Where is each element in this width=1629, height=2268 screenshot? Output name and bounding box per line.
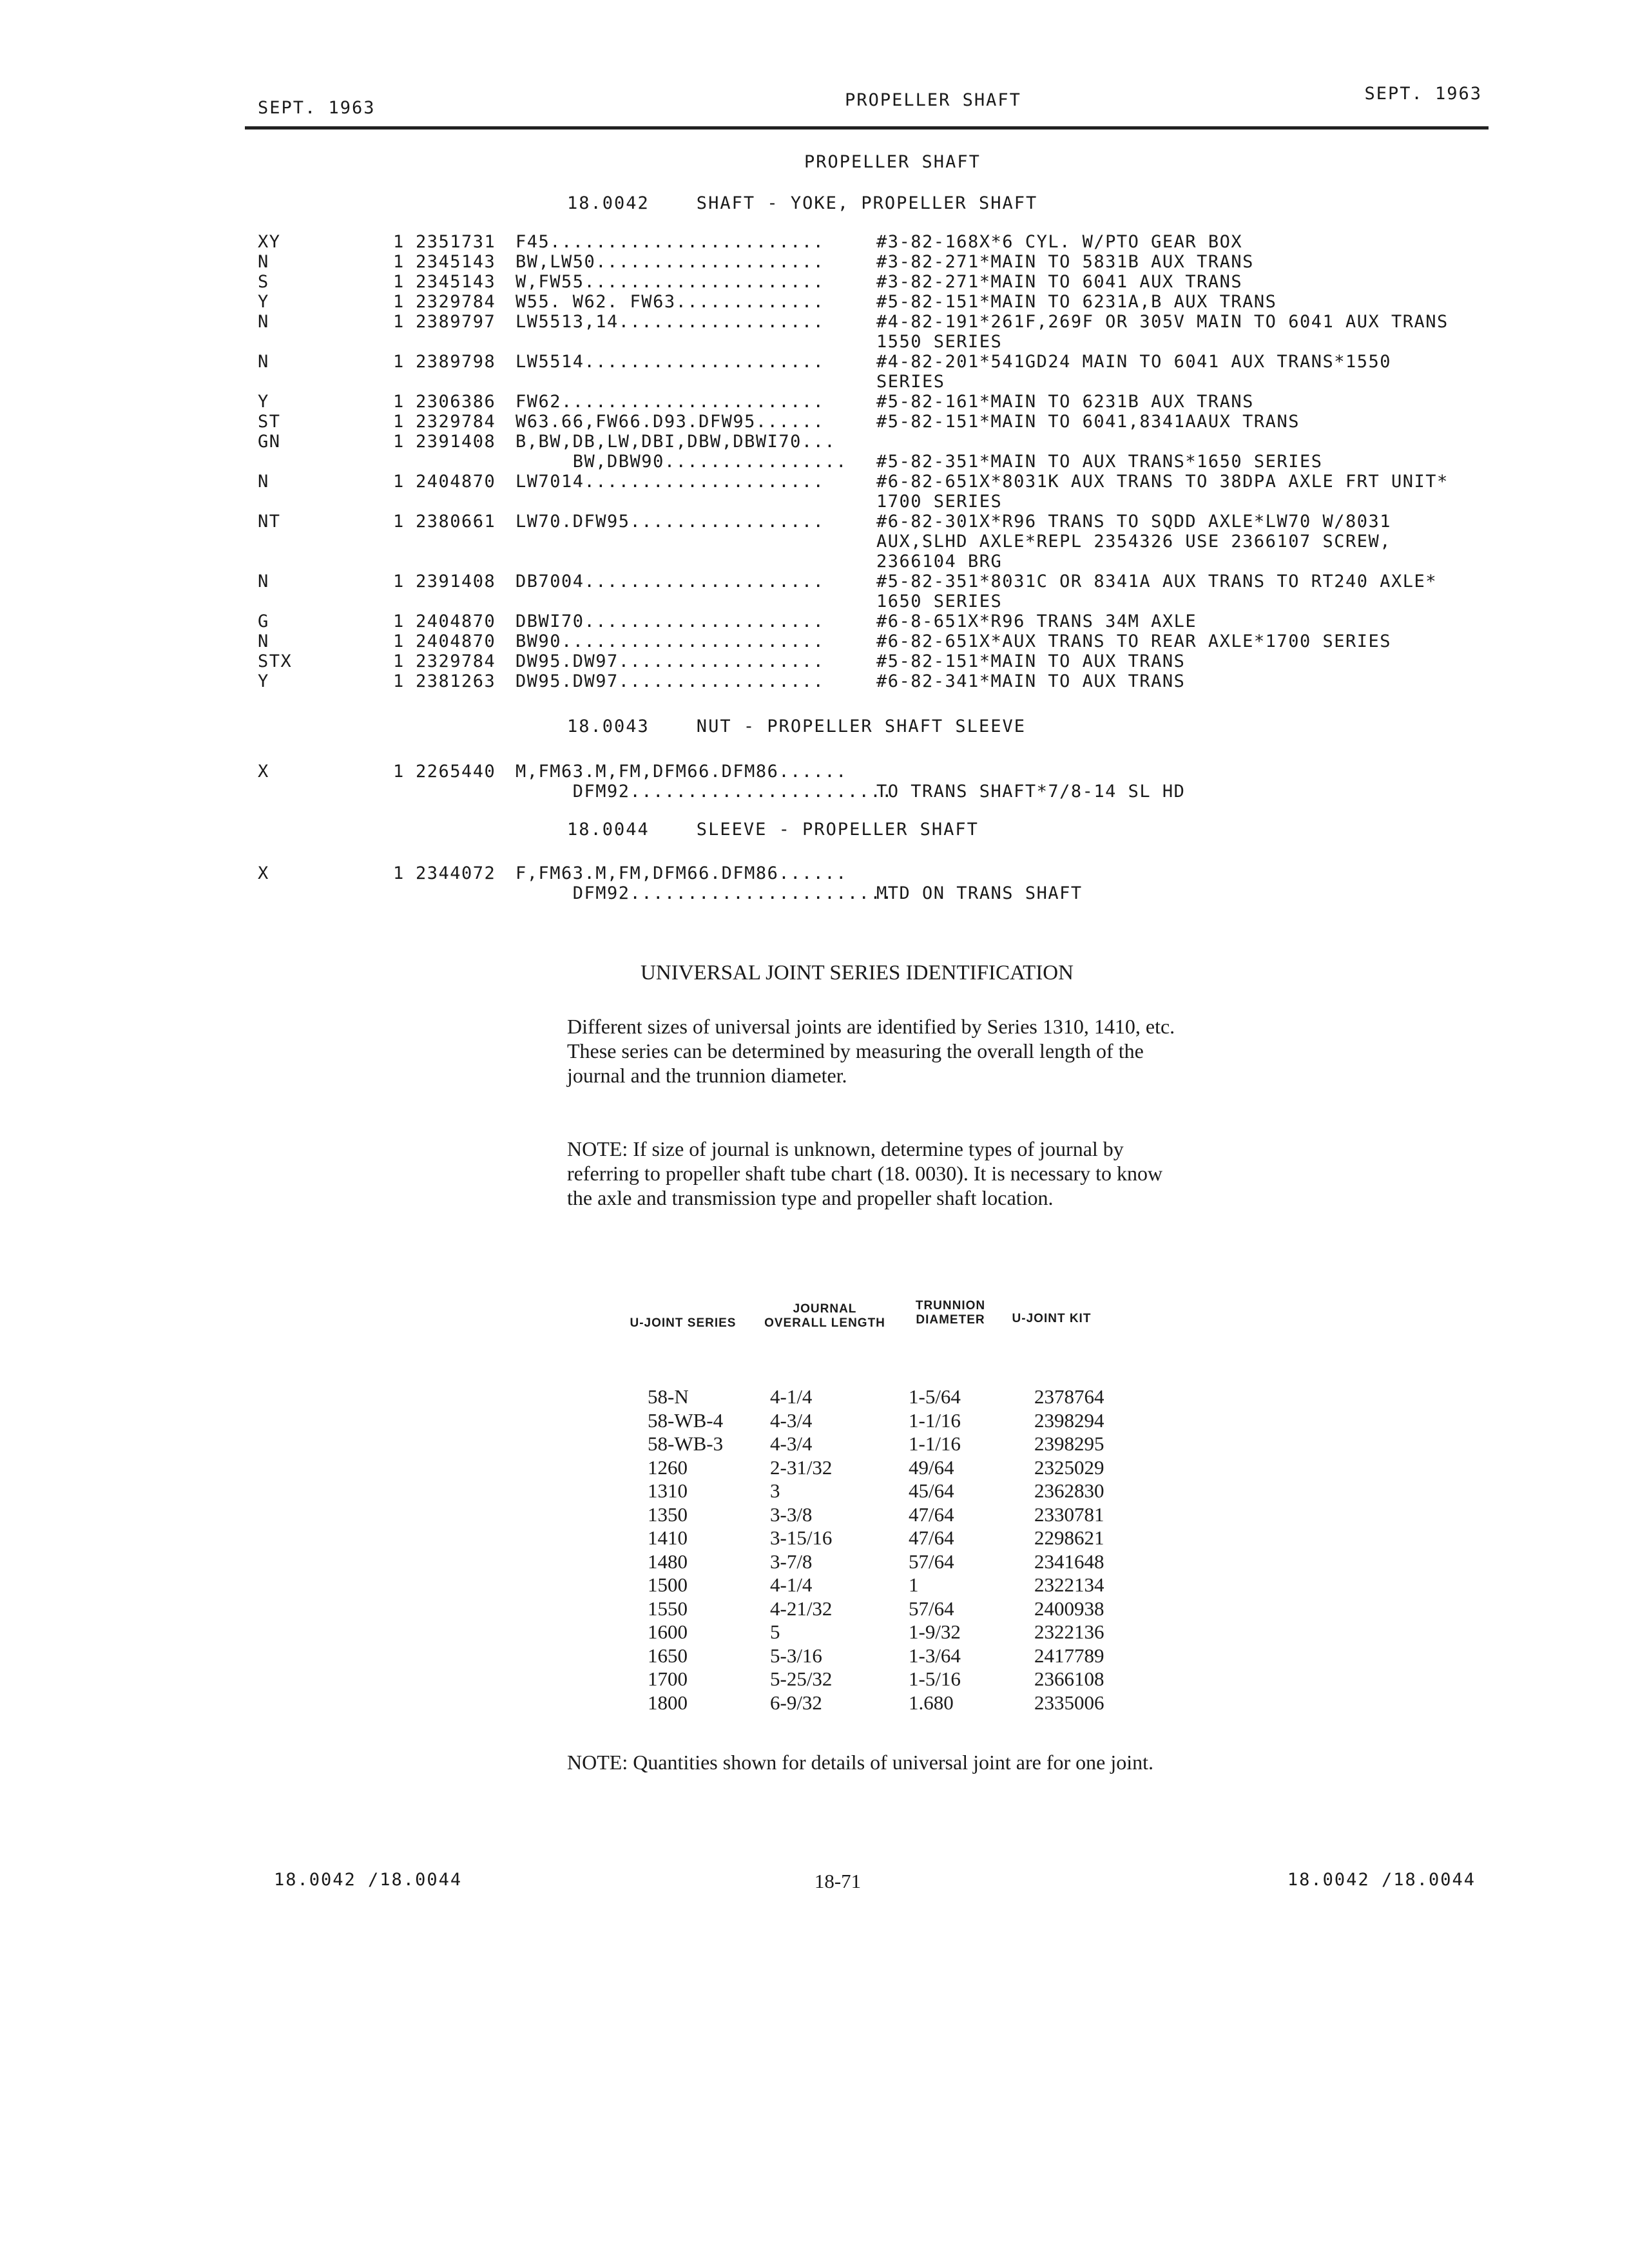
cell-diameter: 1.680: [909, 1691, 954, 1714]
part-description: #3-82-271*MAIN TO 5831B AUX TRANS: [876, 252, 1254, 272]
part-description: 1700 SERIES: [876, 492, 1003, 512]
col-header-trunnion-bottom: DIAMETER: [916, 1313, 985, 1327]
part-qty: 1: [393, 232, 405, 252]
part-qty: 1: [393, 512, 405, 532]
cell-diameter: 49/64: [909, 1456, 954, 1479]
part-code: Y: [258, 671, 269, 691]
part-qty: 1: [393, 472, 405, 492]
cell-kit: 2330781: [1034, 1503, 1104, 1526]
part-description: #4-82-201*541GD24 MAIN TO 6041 AUX TRANS*1550: [876, 352, 1391, 372]
cell-length: 3-15/16: [770, 1526, 833, 1549]
part-qty: 1: [393, 272, 405, 292]
cell-diameter: 1: [909, 1573, 919, 1596]
cell-length: 4-1/4: [770, 1573, 813, 1596]
part-number: 2351731: [416, 232, 496, 252]
part-description: #6-82-341*MAIN TO AUX TRANS: [876, 671, 1186, 691]
col-header-series: U-JOINT SERIES: [630, 1316, 737, 1330]
part-number: 2345143: [416, 252, 496, 272]
part-qty: 1: [393, 611, 405, 631]
part-description: #5-82-151*MAIN TO 6041,8341AAUX TRANS: [876, 412, 1300, 432]
cell-diameter: 1-5/64: [909, 1385, 961, 1408]
cell-length: 6-9/32: [770, 1691, 822, 1714]
part-models: BW,LW50....................: [516, 252, 825, 272]
cell-series: 1500: [648, 1573, 688, 1596]
part-code: STX: [258, 651, 293, 671]
header-title: PROPELLER SHAFT: [845, 90, 1021, 110]
cell-kit: 2398295: [1034, 1432, 1104, 1455]
cell-kit: 2366108: [1034, 1667, 1104, 1690]
part-number: 2306386: [416, 392, 496, 412]
part-number: 2404870: [416, 631, 496, 651]
part-models: FW62.......................: [516, 392, 825, 412]
part-models: W63.66,FW66.D93.DFW95......: [516, 412, 825, 432]
header-rule: [245, 126, 1489, 130]
ujoint-note: NOTE: If size of journal is unknown, determine types of journal by referring to propeller shaft tube chart (18. 0030). It is necessary to know the axle and transmission type and propeller shaft location.: [567, 1137, 1163, 1209]
part-code: Y: [258, 392, 269, 412]
cell-length: 3: [770, 1479, 780, 1502]
part-code: XY: [258, 232, 281, 252]
cell-kit: 2322134: [1034, 1573, 1104, 1596]
cell-series: 1650: [648, 1644, 688, 1667]
part-qty: 1: [393, 312, 405, 332]
group-heading: 18.0042 SHAFT - YOKE, PROPELLER SHAFT: [567, 193, 1038, 213]
part-number: 2381263: [416, 671, 496, 691]
part-description: #5-82-151*MAIN TO 6231A,B AUX TRANS: [876, 292, 1277, 312]
col-header-trunnion-top: TRUNNION: [915, 1299, 986, 1312]
cell-series: 1480: [648, 1550, 688, 1573]
group-heading: 18.0043 NUT - PROPELLER SHAFT SLEEVE: [567, 716, 1026, 736]
cell-series: 1410: [648, 1526, 688, 1549]
cell-length: 5: [770, 1620, 780, 1643]
cell-diameter: 1-1/16: [909, 1432, 961, 1455]
cell-series: 58-WB-4: [648, 1408, 724, 1432]
part-description: #5-82-351*MAIN TO AUX TRANS*1650 SERIES: [876, 452, 1323, 472]
cell-kit: 2362830: [1034, 1479, 1104, 1502]
part-description: #3-82-168X*6 CYL. W/PTO GEAR BOX: [876, 232, 1243, 252]
part-models: BW,DBW90................: [516, 452, 847, 472]
part-qty: 1: [393, 651, 405, 671]
part-qty: 1: [393, 631, 405, 651]
part-models: W,FW55.....................: [516, 272, 825, 292]
part-number: 2265440: [416, 762, 496, 782]
part-description: AUX,SLHD AXLE*REPL 2354326 USE 2366107 SCREW,: [876, 532, 1391, 552]
cell-series: 1800: [648, 1691, 688, 1714]
cell-kit: 2378764: [1034, 1385, 1104, 1408]
cell-length: 4-21/32: [770, 1597, 833, 1620]
cell-length: 4-1/4: [770, 1385, 813, 1408]
part-models: B,BW,DB,LW,DBI,DBW,DBWI70...: [516, 432, 836, 452]
part-code: N: [258, 572, 269, 591]
cell-kit: 2322136: [1034, 1620, 1104, 1643]
cell-kit: 2400938: [1034, 1597, 1104, 1620]
part-models: DFM92.......................: [516, 782, 893, 802]
ujoint-intro: Different sizes of universal joints are identified by Series 1310, 1410, etc. These series can be determined by measuring the overall length of the journal and the trunnion diameter.: [567, 1015, 1175, 1087]
col-header-trunnion: [902, 1299, 999, 1327]
part-qty: 1: [393, 863, 405, 883]
ujoint-title: UNIVERSAL JOINT SERIES IDENTIFICATION: [641, 961, 1074, 985]
part-models: DFM92.......................: [516, 883, 893, 903]
part-description: #6-8-651X*R96 TRANS 34M AXLE: [876, 611, 1197, 631]
part-qty: 1: [393, 252, 405, 272]
part-models: DBWI70.....................: [516, 611, 825, 631]
part-code: N: [258, 352, 269, 372]
part-code: N: [258, 252, 269, 272]
part-models: LW70.DFW95.................: [516, 512, 825, 532]
part-description: #5-82-161*MAIN TO 6231B AUX TRANS: [876, 392, 1254, 412]
part-models: W55. W62. FW63.............: [516, 292, 825, 312]
part-qty: 1: [393, 432, 405, 452]
col-header-journal-top: JOURNAL: [793, 1302, 857, 1316]
part-number: 2345143: [416, 272, 496, 292]
quantities-note: NOTE: Quantities shown for details of universal joint are for one joint.: [567, 1751, 1154, 1774]
part-number: 2329784: [416, 651, 496, 671]
cell-diameter: 1-5/16: [909, 1667, 961, 1690]
cell-length: 5-25/32: [770, 1667, 833, 1690]
part-description: #6-82-301X*R96 TRANS TO SQDD AXLE*LW70 W/8031: [876, 512, 1391, 532]
cell-series: 1600: [648, 1620, 688, 1643]
cell-kit: 2335006: [1034, 1691, 1104, 1714]
part-code: G: [258, 611, 269, 631]
part-description: #6-82-651X*AUX TRANS TO REAR AXLE*1700 SERIES: [876, 631, 1391, 651]
cell-diameter: 1-9/32: [909, 1620, 961, 1643]
cell-series: 1350: [648, 1503, 688, 1526]
page-number: 18-71: [814, 1870, 862, 1892]
part-number: 2389798: [416, 352, 496, 372]
part-models: LW5514.....................: [516, 352, 825, 372]
part-qty: 1: [393, 762, 405, 782]
col-header-journal: [751, 1302, 899, 1331]
part-description: #6-82-651X*8031K AUX TRANS TO 38DPA AXLE FRT UNIT*: [876, 472, 1449, 492]
cell-kit: 2341648: [1034, 1550, 1104, 1573]
cell-kit: 2298621: [1034, 1526, 1104, 1549]
part-description: #5-82-151*MAIN TO AUX TRANS: [876, 651, 1186, 671]
cell-diameter: 47/64: [909, 1503, 954, 1526]
col-header-journal-bottom: OVERALL LENGTH: [764, 1316, 885, 1330]
header-date-right: SEPT. 1963: [1364, 84, 1482, 104]
cell-kit: 2325029: [1034, 1456, 1104, 1479]
part-code: S: [258, 272, 269, 292]
cell-diameter: 45/64: [909, 1479, 954, 1502]
part-models: LW5513,14..................: [516, 312, 825, 332]
cell-series: 1310: [648, 1479, 688, 1502]
part-models: F45........................: [516, 232, 825, 252]
cell-kit: 2417789: [1034, 1644, 1104, 1667]
part-code: X: [258, 762, 269, 782]
part-description: #3-82-271*MAIN TO 6041 AUX TRANS: [876, 272, 1243, 292]
cell-diameter: 57/64: [909, 1550, 954, 1573]
part-number: 2329784: [416, 412, 496, 432]
part-models: DW95.DW97..................: [516, 671, 825, 691]
part-number: 2391408: [416, 432, 496, 452]
col-header-kit: U-JOINT KIT: [1012, 1312, 1092, 1325]
part-number: 2389797: [416, 312, 496, 332]
cell-length: 5-3/16: [770, 1644, 822, 1667]
part-models: DW95.DW97..................: [516, 651, 825, 671]
part-code: N: [258, 472, 269, 492]
cell-diameter: 47/64: [909, 1526, 954, 1549]
part-description: 1550 SERIES: [876, 332, 1003, 352]
cell-length: 3-7/8: [770, 1550, 813, 1573]
cell-series: 1550: [648, 1597, 688, 1620]
part-qty: 1: [393, 352, 405, 372]
cell-diameter: 1-1/16: [909, 1408, 961, 1432]
part-models: M,FM63.M,FM,DFM66.DFM86......: [516, 762, 847, 782]
part-number: 2329784: [416, 292, 496, 312]
cell-series: 58-WB-3: [648, 1432, 724, 1455]
cell-kit: 2398294: [1034, 1408, 1104, 1432]
cell-series: 1260: [648, 1456, 688, 1479]
group-heading: 18.0044 SLEEVE - PROPELLER SHAFT: [567, 820, 979, 840]
cell-diameter: 1-3/64: [909, 1644, 961, 1667]
footer-left: 18.0042 /18.0044: [274, 1870, 463, 1890]
part-qty: 1: [393, 392, 405, 412]
part-description: TO TRANS SHAFT*7/8-14 SL HD: [876, 782, 1186, 802]
part-code: GN: [258, 432, 281, 452]
part-code: Y: [258, 292, 269, 312]
part-code: N: [258, 312, 269, 332]
part-number: 2404870: [416, 611, 496, 631]
cell-length: 4-3/4: [770, 1432, 813, 1455]
part-models: F,FM63.M,FM,DFM66.DFM86......: [516, 863, 847, 883]
part-code: ST: [258, 412, 281, 432]
part-number: 2380661: [416, 512, 496, 532]
part-description: #5-82-351*8031C OR 8341A AUX TRANS TO RT240 AXLE*: [876, 572, 1438, 591]
part-models: LW7014.....................: [516, 472, 825, 492]
cell-length: 4-3/4: [770, 1408, 813, 1432]
cell-series: 58-N: [648, 1385, 689, 1408]
cell-length: 3-3/8: [770, 1503, 813, 1526]
part-qty: 1: [393, 572, 405, 591]
part-description: SERIES: [876, 372, 945, 392]
part-qty: 1: [393, 412, 405, 432]
section-title: PROPELLER SHAFT: [804, 152, 981, 172]
part-number: 2344072: [416, 863, 496, 883]
cell-length: 2-31/32: [770, 1456, 833, 1479]
part-code: N: [258, 631, 269, 651]
cell-series: 1700: [648, 1667, 688, 1690]
part-description: 2366104 BRG: [876, 552, 1003, 572]
part-description: #4-82-191*261F,269F OR 305V MAIN TO 6041 AUX TRANS: [876, 312, 1449, 332]
part-code: X: [258, 863, 269, 883]
part-qty: 1: [393, 292, 405, 312]
part-code: NT: [258, 512, 281, 532]
part-models: DB7004.....................: [516, 572, 825, 591]
part-description: 1650 SERIES: [876, 591, 1003, 611]
part-models: BW90.......................: [516, 631, 825, 651]
part-number: 2391408: [416, 572, 496, 591]
part-description: MTD ON TRANS SHAFT: [876, 883, 1083, 903]
footer-right: 18.0042 /18.0044: [1287, 1870, 1476, 1890]
header-date-left: SEPT. 1963: [258, 98, 376, 118]
cell-diameter: 57/64: [909, 1597, 954, 1620]
part-qty: 1: [393, 671, 405, 691]
part-number: 2404870: [416, 472, 496, 492]
